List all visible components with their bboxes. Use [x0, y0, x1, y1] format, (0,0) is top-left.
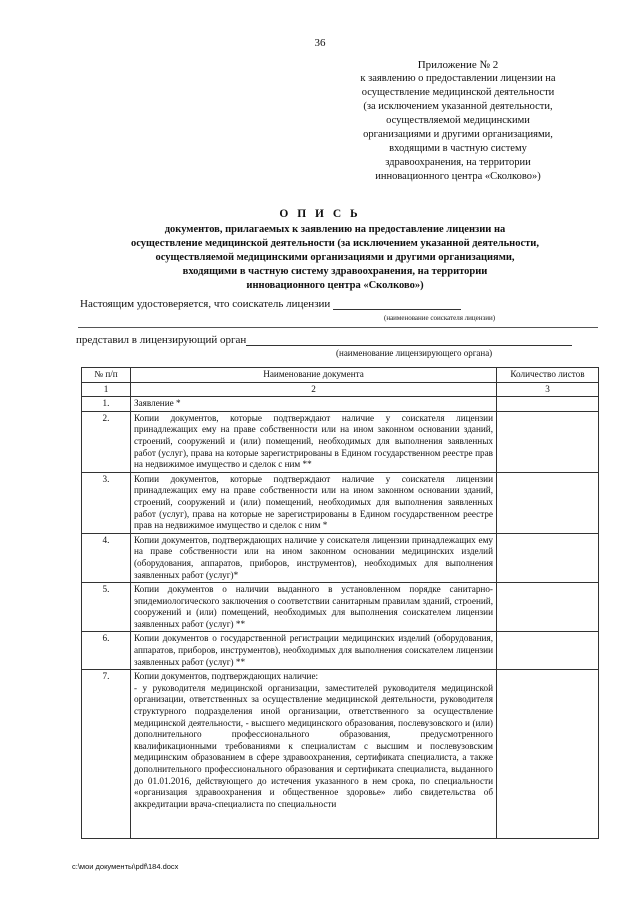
row-document: Копии документов, подтверждающих наличие у соискателя лицензии принадлежащих ему на праве собственности или на ином законном основании медицинских изделий (оборудования, аппаратов, приборов, инструментов), необходимых для выполнения заявленных работ (услуг)*	[131, 533, 497, 582]
row-document: Копии документов о государственной регистрации медицинских изделий (оборудования, аппаратов, приборов, инструментов), необходимых для выполнения соискателем лицензии заявленных работ (услуг) **	[131, 632, 497, 670]
appendix-line: инновационного центра «Сколково»)	[375, 171, 541, 182]
appendix-line: осуществление медицинской деятельности	[361, 87, 555, 98]
table-header-row	[82, 368, 599, 383]
page-number: 36	[314, 37, 326, 49]
row-number: 1.	[82, 397, 131, 412]
authority-note: (наименование лицензирующего органа)	[336, 348, 493, 358]
row-document: Заявление *	[131, 397, 497, 412]
table-row	[82, 670, 599, 839]
authority-name-field[interactable]	[246, 335, 572, 346]
appendix-header	[318, 58, 598, 184]
table-row	[82, 411, 599, 472]
row-number: 5.	[82, 583, 131, 632]
row-document-detail: - у руководителя медицинской организации, заместителей руководителя медицинской организации, ответственных за осуществление медицинской деятельности, руководителя структурного подразделения иной организации, ответственного за осуществление медицинской деятельности, - высшего медицинского образования, послевузовского и (или) дополнительного профессионального образования, предусмотренного квалификационными требованиями к специалистам с высшим и послевузовским медицинским образованием в сфере здравоохранения, сертификата специалиста, а также дополнительного профессионального образования и сертификата специалиста, выданного до 01.01.2016, действующего до истечения указанного в нем срока, по специальности «организация здравоохранения и общественное здоровье» либо свидетельства об аккредитации врача-специалиста по специальности	[134, 682, 493, 809]
row-sheets-cell[interactable]	[497, 397, 599, 412]
header-document: Наименование документа	[131, 368, 497, 383]
row-number: 6.	[82, 632, 131, 670]
table-row	[82, 632, 599, 670]
row-sheets-cell[interactable]	[497, 583, 599, 632]
appendix-line: здравоохранения, на территории	[385, 157, 531, 168]
column-number: 2	[131, 382, 497, 397]
row-sheets-cell[interactable]	[497, 472, 599, 533]
row-sheets-cell[interactable]	[497, 632, 599, 670]
subtitle-line: входящими в частную систему здравоохранения, на территории	[182, 266, 488, 277]
header-num: № п/п	[82, 368, 131, 383]
row-number: 7.	[82, 670, 131, 839]
appendix-line: к заявлению о предоставлении лицензии на	[360, 73, 556, 84]
appendix-line: осуществляемой медицинскими	[386, 115, 530, 126]
appendix-line: организациями и другими организациями,	[363, 129, 553, 140]
file-path-footer: c:\мои документы\pdf\184.docx	[72, 862, 179, 871]
row-document: Копии документов, которые подтверждают наличие у соискателя лицензии принадлежащих ему на праве собственности или на ином законном основании зданий, строений, сооружений и (или) помещений, необходимых для выполнения заявленных работ (услуг), права на которые не зарегистрированы в Едином государственном реестре прав на недвижимое имущество и сделок с ним *	[131, 472, 497, 533]
row-document-intro: Копии документов, подтверждающих наличие:	[134, 671, 319, 682]
submitted-text: представил в лицензирующий орган	[76, 334, 247, 346]
applicant-note: (наименование соискателя лицензии)	[384, 314, 496, 322]
column-number-row	[82, 382, 599, 397]
document-subtitle	[90, 223, 580, 293]
column-number: 3	[497, 382, 599, 397]
appendix-line: (за исключением указанной деятельности,	[363, 101, 553, 112]
row-number: 2.	[82, 411, 131, 472]
table-row	[82, 472, 599, 533]
row-sheets-cell[interactable]	[497, 533, 599, 582]
applicant-name-field[interactable]	[333, 299, 461, 310]
document-title: О П И С Ь	[279, 208, 361, 220]
header-sheets: Количество листов	[497, 368, 599, 383]
appendix-line: входящими в частную систему	[389, 143, 527, 154]
submitted-line	[76, 334, 606, 346]
subtitle-line: инновационного центра «Сколково»)	[246, 280, 424, 291]
table-row	[82, 583, 599, 632]
table-row	[82, 533, 599, 582]
row-document: Копии документов, которые подтверждают наличие у соискателя лицензии принадлежащих ему на праве собственности или на ином законном основании зданий, строений, сооружений и (или) помещений, необходимых для выполнения заявленных работ (услуг), права на которые зарегистрированы в Едином государственном реестре прав на недвижимое имущество и сделок с ним **	[131, 411, 497, 472]
documents-table	[81, 367, 599, 839]
divider-line	[78, 327, 598, 328]
subtitle-line: осуществляемой медицинскими организациями и другими организациями,	[155, 252, 515, 263]
subtitle-line: документов, прилагаемых к заявлению на предоставление лицензии на	[164, 224, 506, 235]
column-number: 1	[82, 382, 131, 397]
subtitle-line: осуществление медицинской деятельности (за исключением указанной деятельности,	[131, 238, 539, 249]
certify-text: Настоящим удостоверяется, что соискатель лицензии	[80, 298, 331, 310]
row-sheets-cell[interactable]	[497, 670, 599, 839]
table-row	[82, 397, 599, 412]
row-document: Копии документов о наличии выданного в установленном порядке санитарно-эпидемиологического заключения о соответствии санитарным правилам зданий, строений, сооружений и (или) помещений, необходимых для выполнения соискателем лицензии заявленных работ (услуг) **	[131, 583, 497, 632]
row-number: 3.	[82, 472, 131, 533]
row-sheets-cell[interactable]	[497, 411, 599, 472]
appendix-title: Приложение № 2	[417, 59, 499, 71]
row-number: 4.	[82, 533, 131, 582]
certify-line	[80, 298, 600, 310]
row-document	[131, 670, 497, 839]
